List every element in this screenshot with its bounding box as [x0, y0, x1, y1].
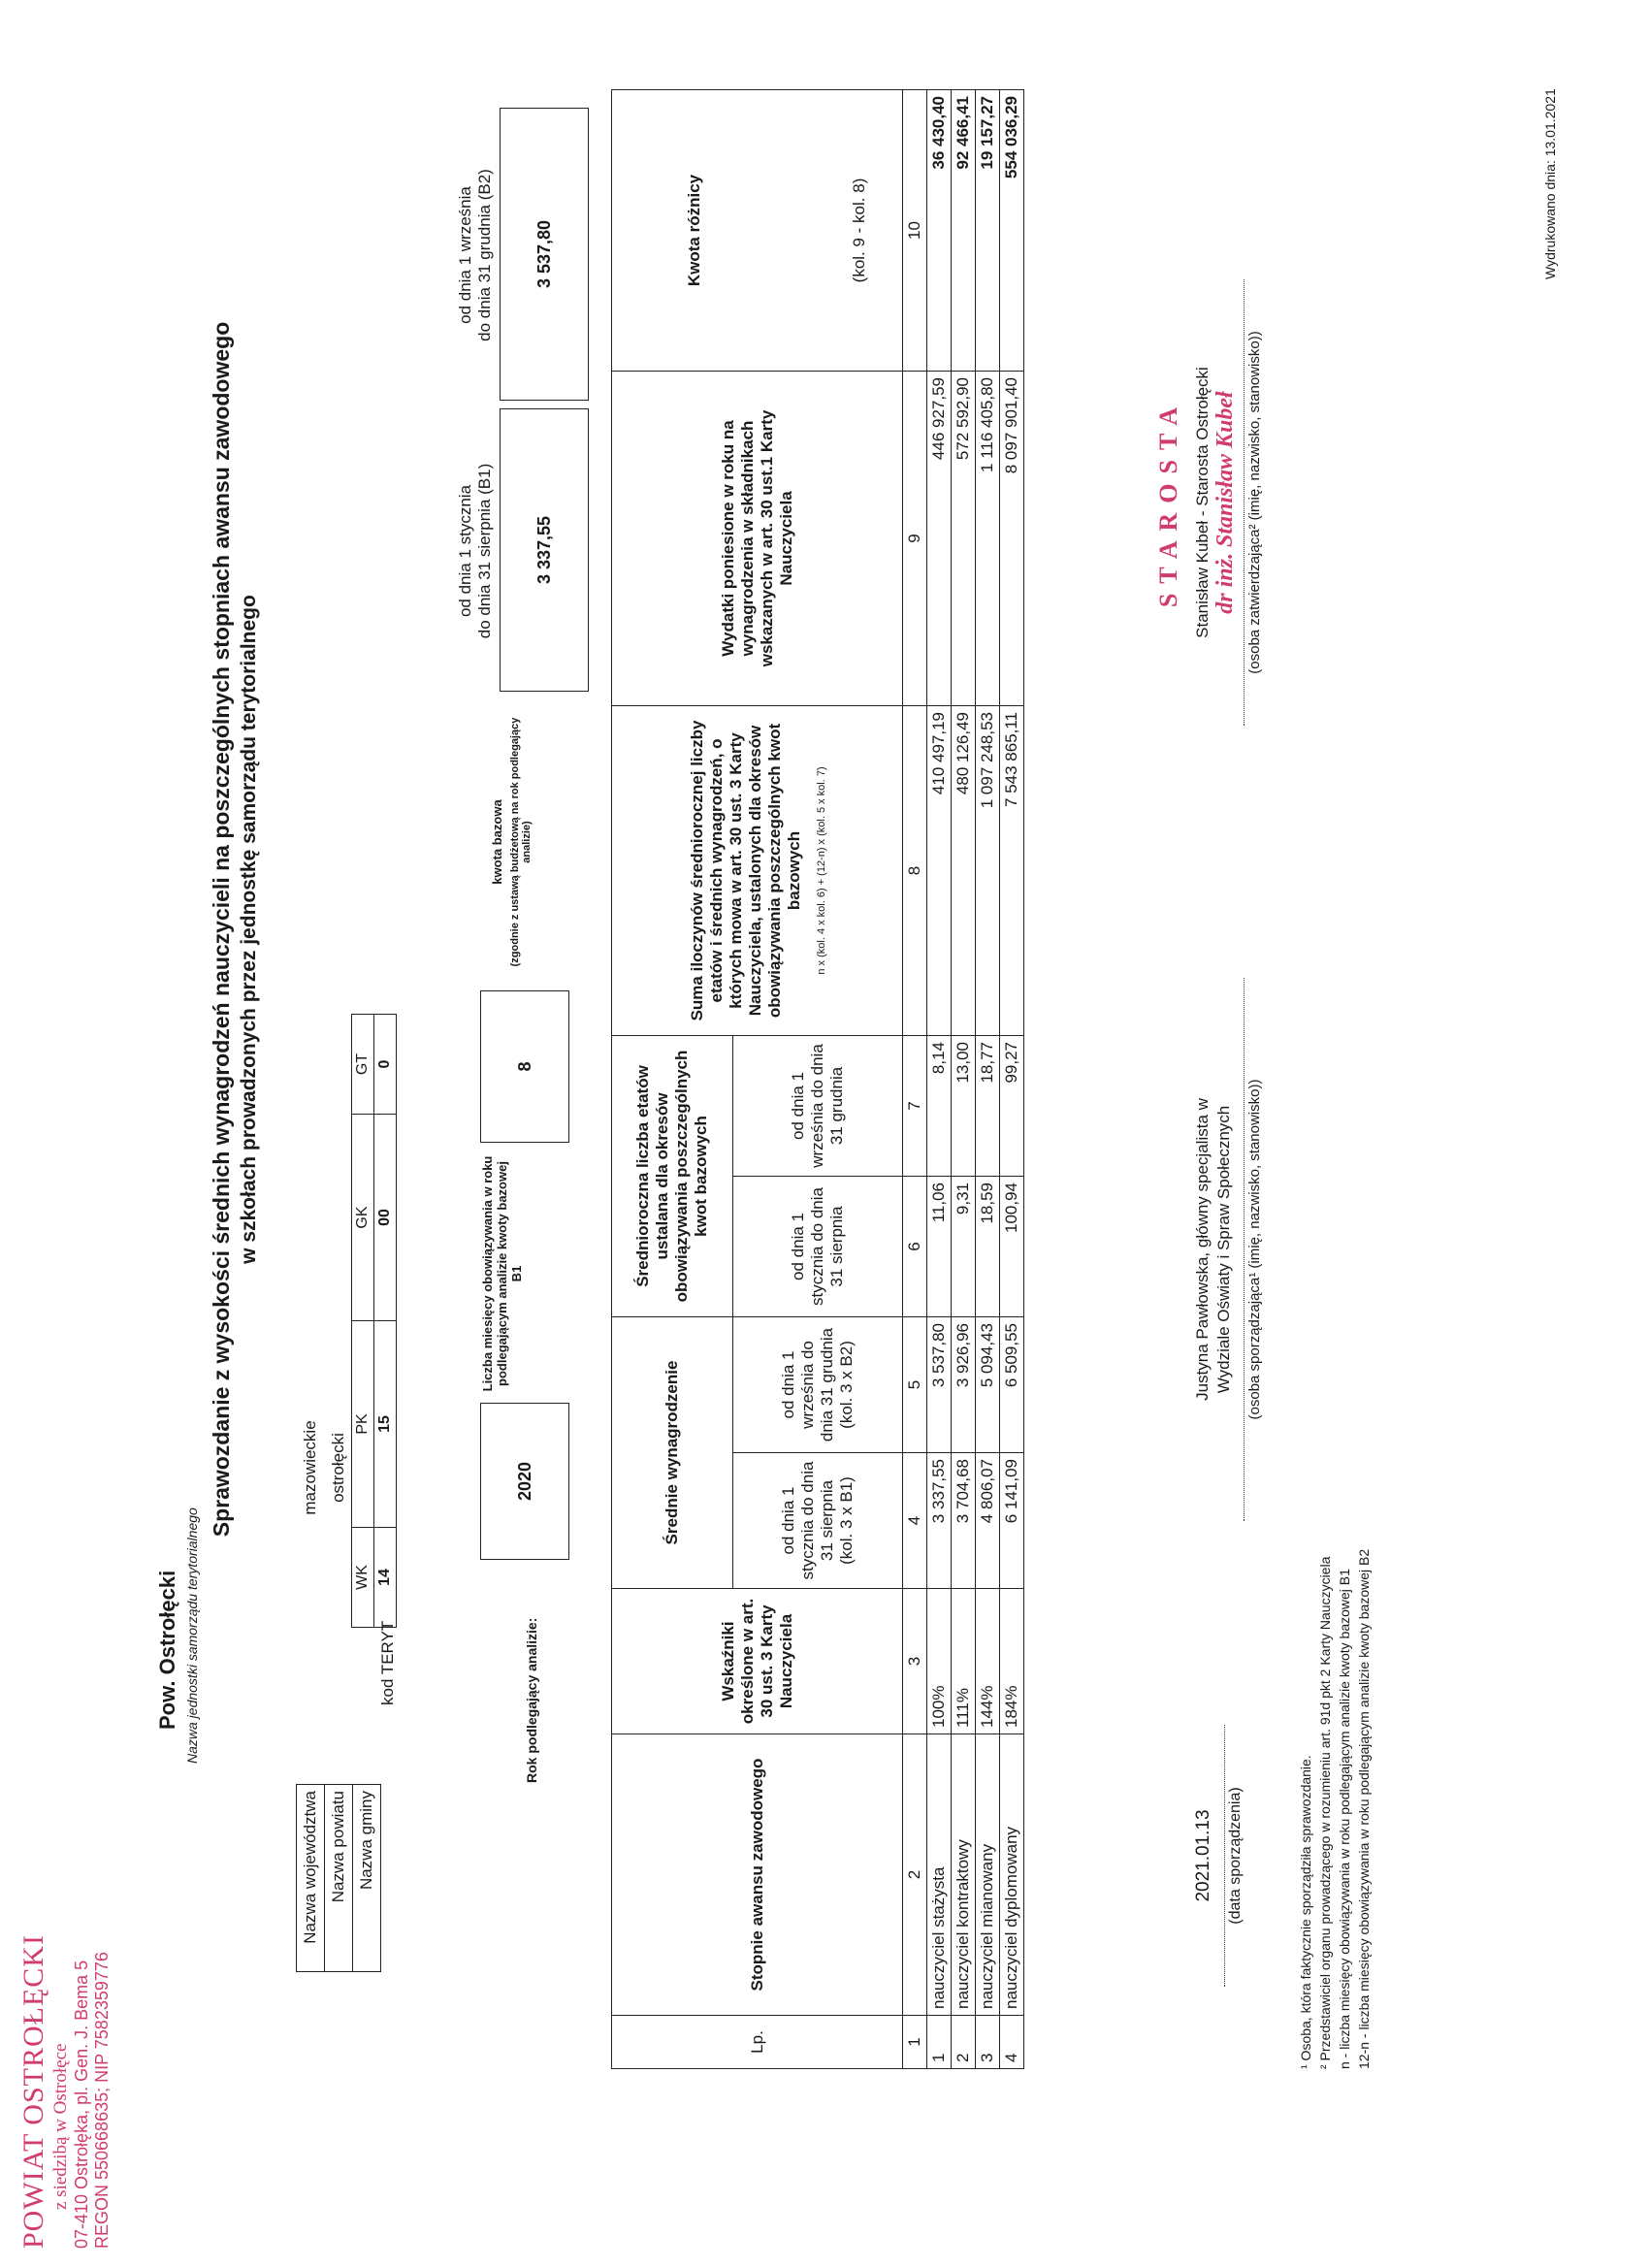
row-etaty-b1: 100,94	[1000, 1176, 1024, 1316]
b2-value: 3 537,80	[500, 108, 589, 401]
row-sredni-b2: 3 537,80	[927, 1316, 952, 1452]
table-row	[927, 89, 952, 2068]
teryt-value-pk: 15	[374, 1321, 397, 1528]
row-suma: 7 543 865,11	[1000, 705, 1024, 1035]
county-value: ostrołęcki	[329, 1433, 347, 1503]
row-wydatki: 446 927,59	[927, 371, 952, 705]
stamp-county-name: POWIAT OSTROŁĘCKI	[17, 1934, 49, 2249]
row-stopien: nauczyciel dyplomowany	[1000, 1734, 1024, 2016]
row-wskaznik: 144%	[976, 1589, 1000, 1734]
col-number: 6	[903, 1176, 927, 1316]
header-wydatki: Wydatki poniesione w roku na wynagrodzenia w składnikach wskazanych w art. 30 ust.1 Karty Nauczyciela	[612, 371, 903, 705]
row-etaty-b2: 13,00	[952, 1035, 976, 1176]
approver-line1: Stanisław Kubeł - Starosta Ostrołęcki	[1193, 367, 1212, 638]
table-row	[952, 89, 976, 2068]
row-wydatki: 8 097 901,40	[1000, 371, 1024, 705]
teryt-value-wk: 14	[374, 1528, 397, 1628]
col-number: 5	[903, 1316, 927, 1452]
row-lp: 3	[976, 2016, 1000, 2069]
report-title-line1: Sprawozdanie z wysokości średnich wynagrodzeń nauczycieli na poszczególnych stopniach awansu zawodowego	[209, 321, 234, 1538]
row-roznica: 554 036,29	[1000, 89, 1024, 371]
col-number: 8	[903, 705, 927, 1035]
header-stopnie: Stopnie awansu zawodowego	[612, 1734, 903, 2016]
commune-label: Nazwa gminy	[353, 1785, 381, 1972]
row-wskaznik: 100%	[927, 1589, 952, 1734]
row-stopien: nauczyciel stażysta	[927, 1734, 952, 2016]
col-number: 3	[903, 1589, 927, 1734]
row-roznica: 19 157,27	[976, 89, 1000, 371]
preparer-line1: Justyna Pawłowska, główny specjalista w	[1193, 1098, 1212, 1401]
header-wskazniki: Wskaźniki określone w art. 30 ust. 3 Karty Nauczyciela	[612, 1589, 903, 1734]
b1-label-1: od dnia 1 stycznia	[456, 484, 474, 618]
row-suma: 1 097 248,53	[976, 705, 1000, 1035]
unit-name: Pow. Ostrołęcki	[155, 1570, 179, 1730]
row-lp: 2	[952, 2016, 976, 2069]
year-value: 2020	[480, 1403, 569, 1560]
header-suma-text: Suma iloczynów średniorocznej liczby etatów i średnich wynagrodzeń, o których mowa w art. 30 ust. 3 Karty Nauczyciela, ustalonych dla okresów obowiązywania poszczególnych kwot bazowych	[687, 720, 803, 1021]
col-number: 2	[903, 1734, 927, 2016]
teryt-value-gt: 0	[374, 1015, 397, 1115]
row-etaty-b1: 9,31	[952, 1176, 976, 1316]
header-sredni-b1-formula: (kol. 3 x B1)	[837, 1476, 856, 1565]
header-etaty-b1: od dnia 1 stycznia do dnia 31 sierpnia	[733, 1176, 903, 1316]
row-stopien: nauczyciel kontraktowy	[952, 1734, 976, 2016]
header-sredni-b1-text: od dnia 1 stycznia do dnia 31 sierpnia	[779, 1461, 836, 1580]
voivodeship-value: mazowieckie	[301, 1420, 319, 1515]
footnote-1: ¹ Osoba, która faktycznie sporządziła sprawozdanie.	[1298, 1755, 1313, 2069]
teryt-table	[351, 1014, 397, 1628]
base-label: kwota bazowa	[490, 799, 504, 885]
row-sredni-b2: 3 926,96	[952, 1316, 976, 1452]
row-lp: 1	[927, 2016, 952, 2069]
row-sredni-b2: 5 094,43	[976, 1316, 1000, 1452]
stamp-address: 07-410 Ostrołęka, pl. Gen. J. Bema 5	[72, 1960, 91, 2249]
county-label: Nazwa powiatu	[325, 1785, 353, 1972]
header-sredni-b2-formula: (kol. 3 x B2)	[837, 1341, 856, 1429]
stamp-seat: z siedzibą w Ostrołęce	[50, 2043, 71, 2210]
row-suma: 480 126,49	[952, 705, 976, 1035]
teryt-header-pk: PK	[352, 1321, 374, 1528]
approver-caption: (osoba zatwierdzająca² (imię, nazwisko, stanowisko))	[1244, 279, 1263, 726]
header-kwota-text: Kwota różnicy	[684, 174, 703, 287]
col-number: 7	[903, 1035, 927, 1176]
voivodeship-label: Nazwa województwa	[297, 1785, 325, 1972]
unit-caption: Nazwa jednostki samorządu terytorialnego	[184, 1507, 200, 1764]
row-sredni-b1: 3 704,68	[952, 1453, 976, 1589]
row-wskaznik: 184%	[1000, 1589, 1024, 1734]
header-etaty: Średnioroczna liczba etatów ustalana dla okresów obowiązywania poszczególnych kwot bazowych	[612, 1035, 733, 1316]
report-title-line2: w szkołach prowadzonych przez jednostkę samorządu terytorialnego	[238, 595, 260, 1264]
row-lp: 4	[1000, 2016, 1024, 2069]
stamp-starosta: STAROSTA	[1154, 397, 1182, 608]
row-etaty-b1: 18,59	[976, 1176, 1000, 1316]
footnote-n: n - liczba miesięcy obowiązywania w roku podlegającym analizie kwoty bazowej B1	[1337, 1569, 1352, 2069]
preparer-line2: Wydziale Oświaty i Spraw Społecznych	[1214, 1105, 1233, 1394]
col-number: 4	[903, 1453, 927, 1589]
preparer-caption: (osoba sporządzająca¹ (imię, nazwisko, stanowisko))	[1244, 978, 1263, 1521]
printed-date: Wydrukowano dnia: 13.01.2021	[1542, 88, 1558, 279]
teryt-value-gk: 00	[374, 1115, 397, 1321]
row-sredni-b1: 4 806,07	[976, 1453, 1000, 1589]
header-srednie: Średnie wynagrodzenie	[612, 1316, 733, 1588]
teryt-header-gt: GT	[352, 1015, 374, 1115]
county-stamp	[17, 1744, 113, 2249]
header-suma-formula: n x (kol. 4 x kol. 6) + (12-n) x (kol. 5 x kol. 7)	[815, 766, 827, 975]
teryt-header-wk: WK	[352, 1528, 374, 1628]
header-kwota	[612, 89, 903, 371]
months-value: 8	[480, 990, 569, 1143]
date-caption: (data sporządzenia)	[1224, 1725, 1245, 1987]
row-suma: 410 497,19	[927, 705, 952, 1035]
header-kwota-formula: (kol. 9 - kol. 8)	[849, 178, 868, 283]
row-etaty-b2: 8,14	[927, 1035, 952, 1176]
table-row	[976, 89, 1000, 2068]
col-number: 9	[903, 371, 927, 705]
row-etaty-b1: 11,06	[927, 1176, 952, 1316]
b1-label-2: do dnia 31 sierpnia (B1)	[475, 463, 494, 639]
footnote-2: ² Przedstawiciel organu prowadzącego w rozumieniu art. 91d pkt 2 Karty Nauczyciela	[1317, 1556, 1333, 2069]
date-value: 2021.01.13	[1193, 1809, 1213, 1902]
b1-value: 3 337,55	[500, 408, 589, 692]
row-sredni-b1: 6 141,09	[1000, 1453, 1024, 1589]
row-wydatki: 1 116 405,80	[976, 371, 1000, 705]
row-roznica: 92 466,41	[952, 89, 976, 371]
table-row	[1000, 89, 1024, 2068]
b2-label-1: od dnia 1 września	[456, 186, 474, 324]
stamp-regon: REGON 550668635; NIP 7582359776	[92, 1952, 112, 2249]
header-suma	[612, 705, 903, 1035]
months-label: Liczba miesięcy obowiązywania w roku podlegającym analizie kwoty bazowej B1	[480, 1155, 524, 1392]
row-stopien: nauczyciel mianowany	[976, 1734, 1000, 2016]
row-etaty-b2: 18,77	[976, 1035, 1000, 1176]
row-wskaznik: 111%	[952, 1589, 976, 1734]
footnote-12n: 12-n - liczba miesięcy obowiązywania w roku podlegającym analizie kwoty bazowej B2	[1356, 1548, 1372, 2069]
header-lp: Lp.	[612, 2016, 903, 2069]
teryt-header-gk: GK	[352, 1115, 374, 1321]
b2-label-2: do dnia 31 grudnia (B2)	[475, 169, 494, 341]
row-sredni-b2: 6 509,55	[1000, 1316, 1024, 1452]
row-wydatki: 572 592,90	[952, 371, 976, 705]
header-etaty-b2: od dnia 1 września do dnia 31 grudnia	[733, 1035, 903, 1176]
base-sublabel: (zgodnie z ustawą budżetową na rok podlegający analizie)	[509, 717, 533, 967]
col-number: 1	[903, 2016, 927, 2069]
row-etaty-b2: 99,27	[1000, 1035, 1024, 1176]
row-roznica: 36 430,40	[927, 89, 952, 371]
header-sredni-b2-text: od dnia 1 września do dnia 31 grudnia	[779, 1327, 836, 1442]
header-sredni-b1	[733, 1453, 903, 1589]
header-sredni-b2	[733, 1316, 903, 1452]
salary-table	[611, 89, 1024, 2069]
year-label: Rok podlegający analizie:	[524, 1617, 539, 1783]
column-number-row	[903, 89, 927, 2068]
stamp-signature-name: dr inż. Stanisław Kubeł	[1212, 391, 1238, 614]
row-sredni-b1: 3 337,55	[927, 1453, 952, 1589]
teryt-label: kod TERYT	[378, 1620, 397, 1705]
col-number: 10	[903, 89, 927, 371]
